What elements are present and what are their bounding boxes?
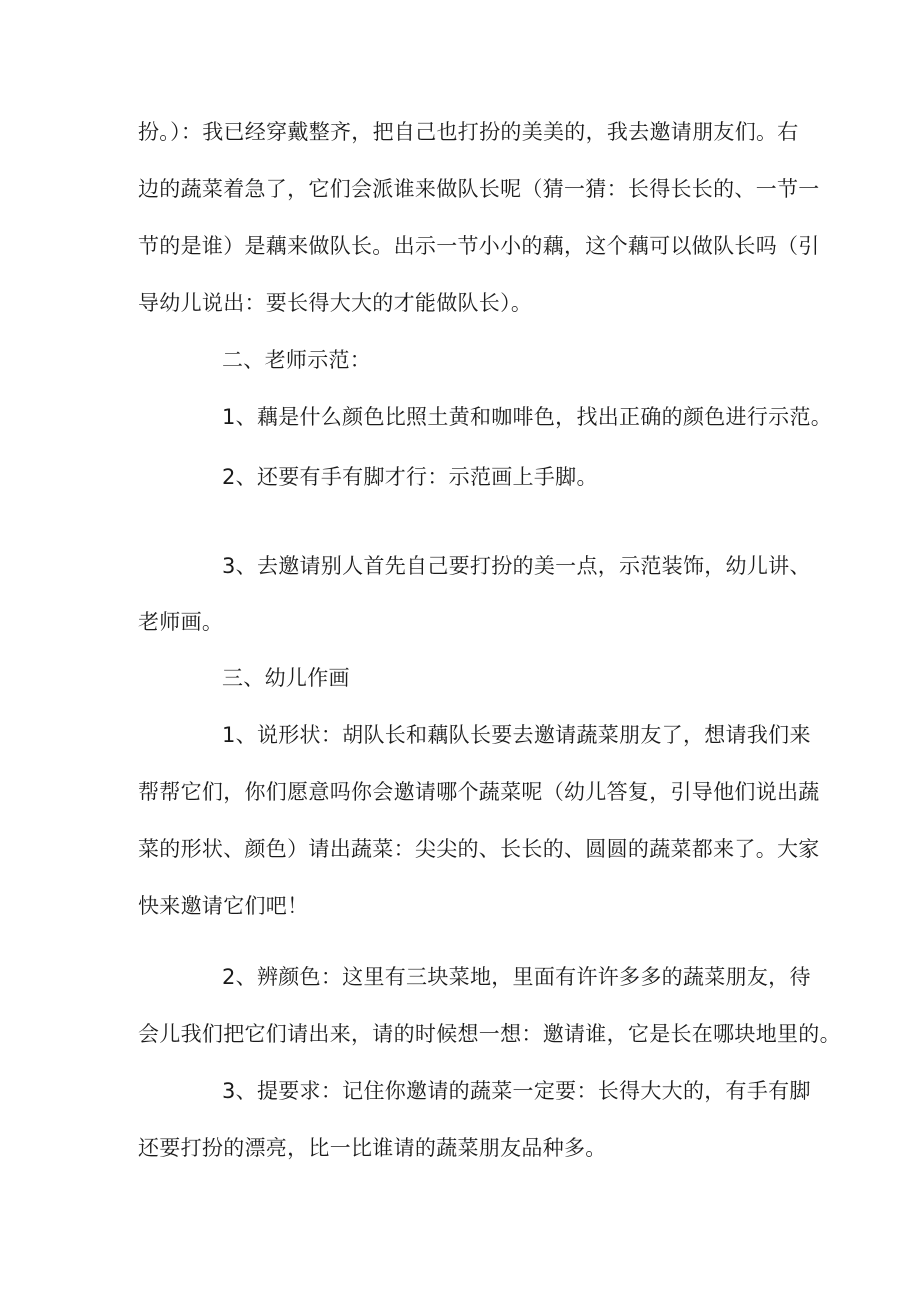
section-three-item-1-line-1: 1、说形状：胡队长和藕队长要去邀请蔬菜朋友了，想请我们来 bbox=[222, 723, 811, 747]
section-two-item-3-line-2: 老师画。 bbox=[138, 610, 224, 634]
section-three-item-1-line-4: 快来邀请它们吧！ bbox=[138, 894, 309, 918]
intro-line-2: 边的蔬菜着急了，它们会派谁来做队长呢（猜一猜：长得长长的、一节一 bbox=[138, 177, 820, 201]
intro-line-4: 导幼儿说出：要长得大大的才能做队长）。 bbox=[138, 291, 533, 315]
section-three-item-3-line-1: 3、提要求：记住你邀请的蔬菜一定要：长得大大的，有手有脚 bbox=[222, 1079, 811, 1103]
intro-line-1: 扮。）：我已经穿戴整齐，把自己也打扮的美美的，我去邀请朋友们。右 bbox=[138, 120, 799, 144]
section-two-item-1: 1、藕是什么颜色比照土黄和咖啡色，找出正确的颜色进行示范。 bbox=[222, 405, 833, 429]
section-three-item-2-line-2: 会儿我们把它们请出来，请的时候想一想：邀请谁，它是长在哪块地里的。 bbox=[138, 1022, 841, 1046]
section-two-item-3-line-1: 3、去邀请别人首先自己要打扮的美一点，示范装饰，幼儿讲、 bbox=[222, 554, 811, 578]
section-three-item-1-line-2: 帮帮它们，你们愿意吗你会邀请哪个蔬菜呢（幼儿答复，引导他们说出蔬 bbox=[138, 780, 820, 804]
section-three-item-1-line-3: 菜的形状、颜色）请出蔬菜：尖尖的、长长的、圆圆的蔬菜都来了。大家 bbox=[138, 837, 820, 861]
section-two-item-2: 2、还要有手有脚才行：示范画上手脚。 bbox=[222, 465, 598, 489]
section-three-heading: 三、幼儿作画 bbox=[222, 666, 350, 690]
section-three-item-2-line-1: 2、辨颜色：这里有三块菜地，里面有许许多多的蔬菜朋友，待 bbox=[222, 965, 811, 989]
intro-line-3: 节的是谁）是藕来做队长。出示一节小小的藕，这个藕可以做队长吗（引 bbox=[138, 234, 820, 258]
section-two-heading: 二、老师示范： bbox=[222, 348, 372, 372]
section-three-item-3-line-2: 还要打扮的漂亮，比一比谁请的蔬菜朋友品种多。 bbox=[138, 1136, 607, 1160]
